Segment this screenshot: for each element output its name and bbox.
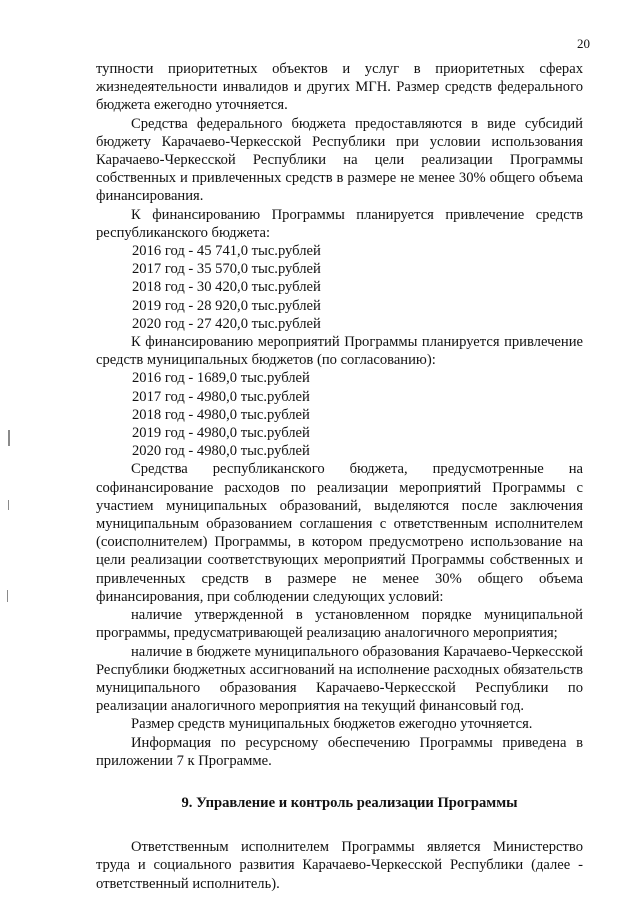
- regional-year-2019: 2019 год - 28 920,0 тыс.рублей: [132, 297, 321, 314]
- paragraph-2: Средства федерального бюджета предоставляются в виде субсидий бюджету Карачаево-Черкесской Республики при условии использования Карачаево-Черкесской Республики на цели реализации Программы собственных и привлеченных средств в размере не менее 30% общего объема финансирования.: [96, 115, 583, 205]
- regional-year-2016: 2016 год - 45 741,0 тыс.рублей: [132, 243, 321, 260]
- regional-year-2020: 2020 год - 27 420,0 тыс.рублей: [132, 315, 321, 332]
- municipal-year-2016: 2016 год - 1689,0 тыс.рублей: [132, 370, 310, 387]
- paragraph-7: наличие в бюджете муниципального образования Карачаево-Черкесской Республики бюджетных ассигнований на исполнение расходных обязательств муниципального образования Карачаево-Черкесской Республики по реализации аналогичного мероприятия на текущий финансовый год.: [96, 643, 583, 715]
- scan-mark: [7, 590, 8, 602]
- section-heading: 9. Управление и контроль реализации Программы: [181, 794, 518, 811]
- scan-mark: [8, 500, 9, 510]
- paragraph-6: наличие утвержденной в установленном порядке муниципальной программы, предусматривающей реализацию аналогичного мероприятия;: [96, 607, 583, 642]
- page-number: 20: [577, 36, 590, 51]
- paragraph-3: К финансированию Программы планируется привлечение средств республиканского бюджета:: [96, 206, 583, 241]
- paragraph-4: К финансированию мероприятий Программы планируется привлечение средств муниципальных бюджетов (по согласованию):: [96, 334, 583, 369]
- municipal-year-2018: 2018 год - 4980,0 тыс.рублей: [132, 406, 310, 423]
- paragraph-1: тупности приоритетных объектов и услуг в приоритетных сферах жизнедеятельности инвалидов и других МГН. Размер средств федерального бюджета ежегодно уточняется.: [96, 61, 583, 114]
- municipal-year-2019: 2019 год - 4980,0 тыс.рублей: [132, 425, 310, 442]
- municipal-year-2017: 2017 год - 4980,0 тыс.рублей: [132, 388, 310, 405]
- scan-mark: [8, 430, 10, 446]
- document-body: [96, 60, 583, 893]
- paragraph-5: Средства республиканского бюджета, предусмотренные на софинансирование расходов по реализации мероприятий Программы с участием муниципальных образований, выделяются после заключения муниципальным образованием соглашения с ответственным исполнителем (соисполнителем) Программы, в котором предусмотрено использование на цели реализации соответствующих мероприятий Программы собственных и привлеченных средств в размере не менее 30% общего объема финансирования, при соблюдении следующих условий:: [96, 461, 583, 605]
- paragraph-8: Размер средств муниципальных бюджетов ежегодно уточняется.: [131, 716, 533, 733]
- paragraph-9: Информация по ресурсному обеспечению Программы приведена в приложении 7 к Программе.: [96, 734, 583, 769]
- section-paragraph-1: Ответственным исполнителем Программы является Министерство труда и социального развития Карачаево-Черкесской Республики (далее - ответственный исполнитель).: [96, 839, 583, 892]
- municipal-year-2020: 2020 год - 4980,0 тыс.рублей: [132, 443, 310, 460]
- regional-year-2017: 2017 год - 35 570,0 тыс.рублей: [132, 261, 321, 278]
- regional-year-2018: 2018 год - 30 420,0 тыс.рублей: [132, 279, 321, 296]
